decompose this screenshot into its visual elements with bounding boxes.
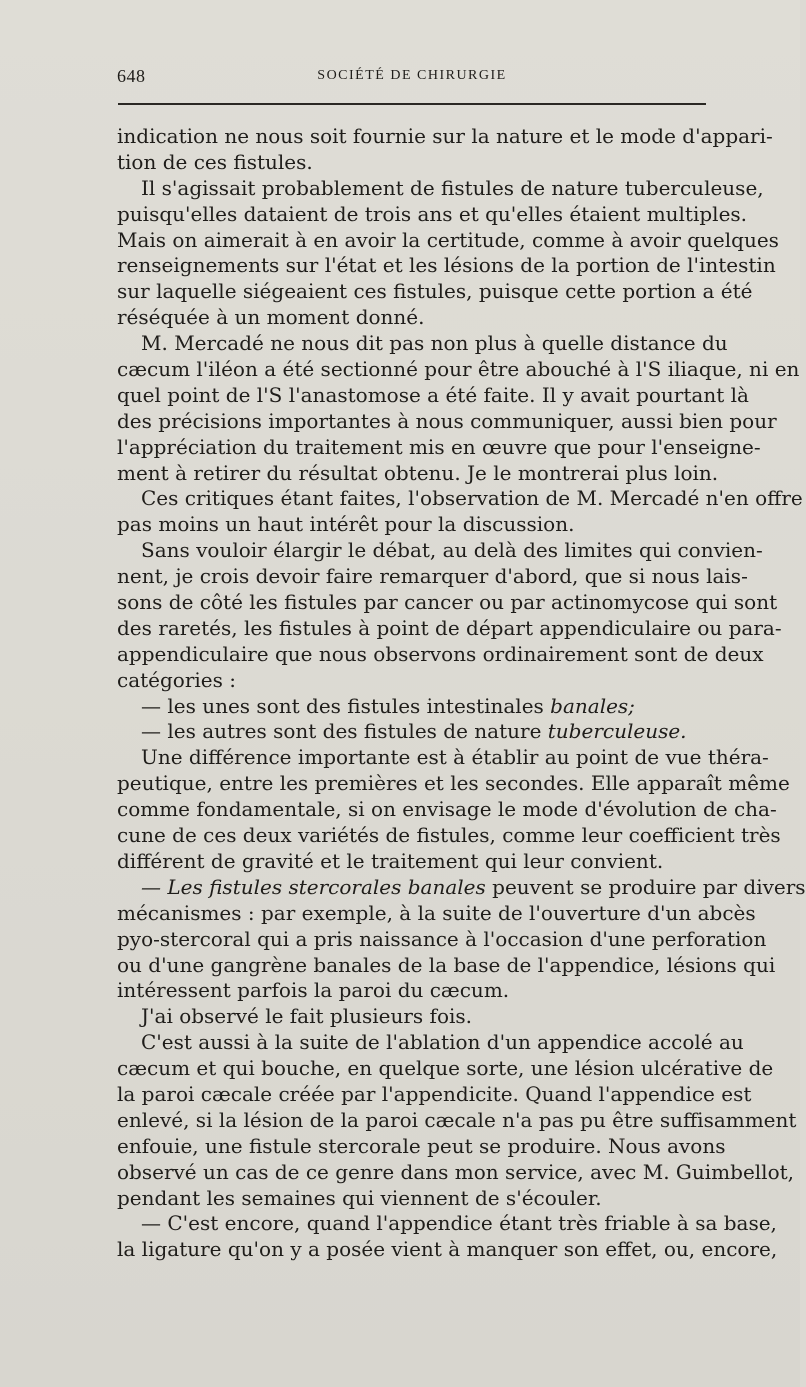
text-line: mécanismes : par exemple, à la suite de l'ouverture d'un abcès — [117, 900, 756, 925]
text-line: M. Mercadé ne nous dit pas non plus à quelle distance du — [141, 331, 728, 356]
text-line: cæcum l'iléon a été sectionné pour être abouché à l'S iliaque, ni en — [117, 357, 800, 382]
text-line: intéressent parfois la paroi du cæcum. — [117, 978, 510, 1003]
text-line: cæcum et qui bouche, en quelque sorte, une lésion ulcérative de — [117, 1056, 774, 1081]
italic-word: banales; — [550, 693, 635, 718]
text-line: comme fondamentale, si on envisage le mode d'évolution de cha- — [117, 797, 777, 822]
text-line: enfouie, une fistule stercorale peut se produire. Nous avons — [117, 1133, 726, 1158]
page-header — [117, 66, 707, 90]
page-number: 648 — [117, 66, 146, 86]
text-line: catégories : — [117, 667, 236, 692]
text-line: peutique, entre les premières et les secondes. Elle apparaît même — [117, 771, 790, 796]
text-line: quel point de l'S l'anastomose a été faite. Il y avait pourtant là — [117, 382, 749, 407]
text-line: observé un cas de ce genre dans mon service, avec M. Guimbellot, — [117, 1159, 795, 1184]
text-line: sur laquelle siégeaient ces fistules, puisque cette portion a été — [117, 279, 753, 304]
text-line: la ligature qu'on y a posée vient à manquer son effet, ou, encore, — [117, 1237, 778, 1262]
text-line: indication ne nous soit fournie sur la nature et le mode d'appari- — [117, 124, 773, 148]
text-line: l'appréciation du traitement mis en œuvre que pour l'enseigne- — [117, 434, 761, 459]
header-rule — [118, 103, 706, 105]
body-text — [117, 124, 806, 1263]
text-line: Mais on aimerait à en avoir la certitude, comme à avoir quelques — [117, 227, 779, 252]
text-line: pendant les semaines qui viennent de s'écouler. — [117, 1185, 602, 1210]
italic-phrase: — Les fistules stercorales banales — [141, 874, 486, 899]
italic-word: tuberculeuse. — [547, 719, 687, 744]
running-title: SOCIÉTÉ DE CHIRURGIE — [317, 68, 507, 83]
text-line: Ces critiques étant faites, l'observation de M. Mercadé n'en offre — [141, 486, 803, 511]
text-line: pas moins un haut intérêt pour la discussion. — [117, 512, 575, 537]
text-line: renseignements sur l'état et les lésions de la portion de l'intestin — [117, 253, 776, 278]
text-segment: peuvent se produire par divers — [492, 874, 806, 899]
text-line: J'ai observé le fait plusieurs fois. — [141, 1004, 472, 1029]
text-line — [117, 719, 708, 745]
text-line: puisqu'elles dataient de trois ans et qu'elles étaient multiples. — [117, 201, 748, 226]
text-line: enlevé, si la lésion de la paroi cæcale n'a pas pu être suffisamment — [117, 1107, 797, 1132]
text-line: Une différence importante est à établir au point de vue théra- — [141, 745, 769, 770]
text-line: pyo-stercoral qui a pris naissance à l'occasion d'une perforation — [117, 926, 767, 951]
text-line: des précisions importantes à nous communiquer, aussi bien pour — [117, 408, 777, 433]
text-line: C'est aussi à la suite de l'ablation d'un appendice accolé au — [141, 1030, 744, 1055]
text-line: Sans vouloir élargir le débat, au delà des limites qui convien- — [141, 538, 763, 563]
text-line — [117, 874, 806, 901]
text-line: des raretés, les fistules à point de départ appendiculaire ou para- — [117, 615, 782, 640]
text-line: réséquée à un moment donné. — [117, 305, 425, 330]
text-line: différent de gravité et le traitement qui leur convient. — [117, 848, 664, 873]
text-line: appendiculaire que nous observons ordinairement sont de deux — [117, 641, 764, 666]
text-line — [117, 694, 708, 720]
text-line: tion de ces fistules. — [117, 149, 313, 174]
text-line: ou d'une gangrène banales de la base de l'appendice, lésions qui — [117, 952, 776, 977]
text-line: cune de ces deux variétés de fistules, comme leur coefficient très — [117, 823, 781, 848]
text-line: Il s'agissait probablement de fistules de nature tuberculeuse, — [141, 175, 764, 200]
text-line: la paroi cæcale créée par l'appendicite. Quand l'appendice est — [117, 1081, 752, 1106]
text-segment: — les unes sont des fistules intestinales — [141, 693, 551, 718]
text-line: — C'est encore, quand l'appendice étant très friable à sa base, — [141, 1211, 777, 1236]
text-line: sons de côté les fistules par cancer ou par actinomycose qui sont — [117, 590, 778, 615]
text-segment: — les autres sont des fistules de nature — [141, 719, 548, 744]
text-line: ment à retirer du résultat obtenu. Je le montrerai plus loin. — [117, 460, 719, 485]
text-line: nent, je crois devoir faire remarquer d'abord, que si nous lais- — [117, 564, 748, 589]
